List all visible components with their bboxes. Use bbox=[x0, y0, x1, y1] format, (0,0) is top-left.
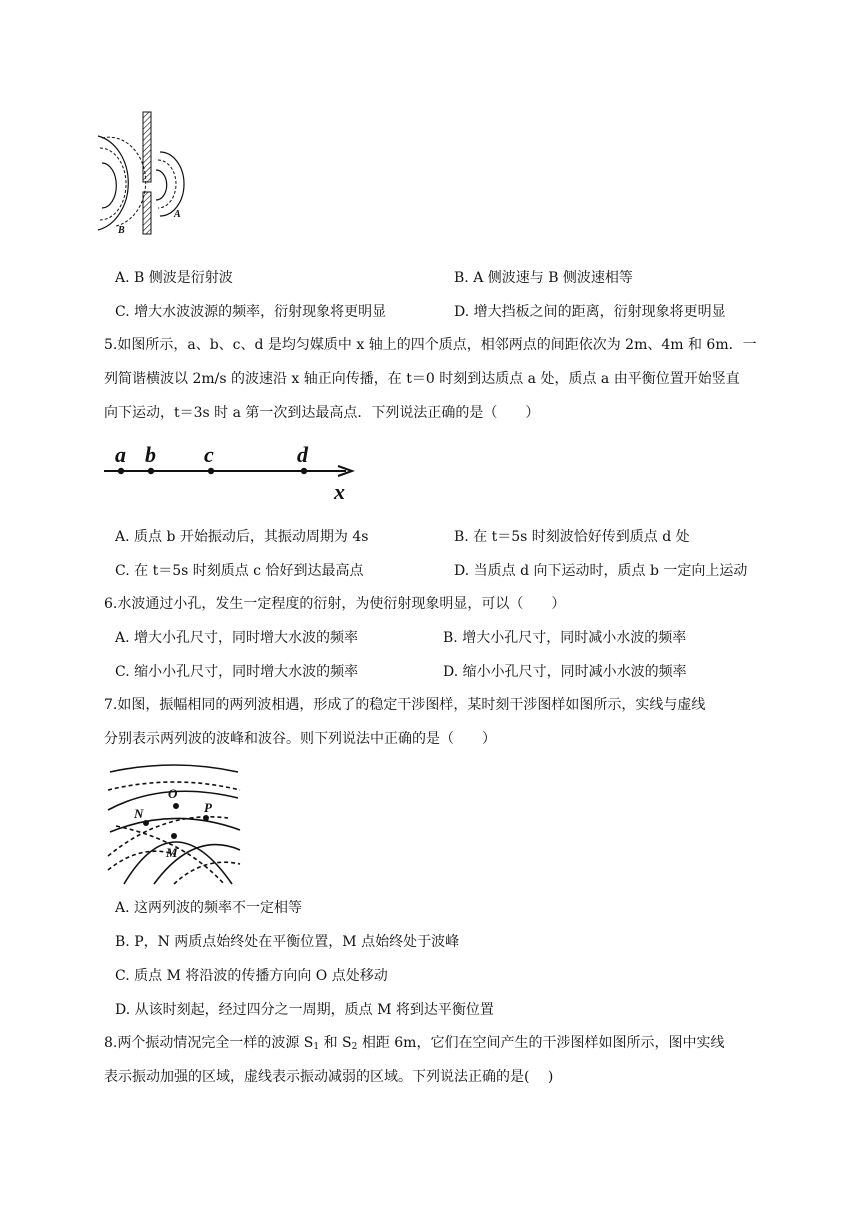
q4-option-d: D. 增大挡板之间的距离，衍射现象将更明显 bbox=[454, 304, 726, 320]
q5-option-c: C. 在 t＝5s 时刻质点 c 恰好到达最高点 bbox=[115, 563, 364, 579]
label-o: O bbox=[168, 786, 178, 801]
q8-stem-line-2: 表示振动加强的区域，虚线表示振动减弱的区域。下列说法正确的是( ) bbox=[104, 1069, 554, 1085]
q7-option-d: D. 从该时刻起，经过四分之一周期，质点 M 将到达平衡位置 bbox=[115, 1002, 494, 1018]
wave-b-3 bbox=[98, 136, 128, 230]
q4-option-c: C. 增大水波波源的频率，衍射现象将更明显 bbox=[115, 304, 387, 320]
wave-b-4 bbox=[102, 137, 146, 226]
q7-option-b: B. P，N 两质点始终处在平衡位置，M 点始终处于波峰 bbox=[115, 934, 460, 950]
interference-figure bbox=[104, 760, 244, 888]
label-m: M bbox=[166, 845, 178, 860]
label-p: P bbox=[204, 800, 212, 815]
point-p bbox=[203, 815, 209, 821]
label-n: N bbox=[134, 806, 144, 821]
crest-arc-1 bbox=[110, 765, 238, 772]
q5-option-a: A. 质点 b 开始振动后，其振动周期为 4s bbox=[115, 529, 369, 545]
q8-sub-2: 2 bbox=[351, 1042, 358, 1052]
q4-option-a: A. B 侧波是衍射波 bbox=[115, 270, 233, 286]
barrier-lower bbox=[143, 192, 151, 234]
q6-option-c: C. 缩小小孔尺寸，同时增大水波的频率 bbox=[115, 664, 359, 680]
q6-option-a: A. 增大小孔尺寸，同时增大水波的频率 bbox=[115, 630, 359, 646]
point-d bbox=[301, 468, 307, 474]
q7-option-c: C. 质点 M 将沿波的传播方向向 O 点处移动 bbox=[115, 968, 388, 984]
q5-stem-line-1: 5.如图所示，a、b、c、d 是均匀媒质中 x 轴上的四个质点，相邻两点的间距依次为 2m、4m 和 6m．一 bbox=[104, 337, 757, 353]
q5-stem-line-2: 列简谐横波以 2m/s 的波速沿 x 轴正向传播，在 t＝0 时刻到达质点 a 处，质点 a 由平衡位置开始竖直 bbox=[104, 371, 740, 387]
label-point-c: c bbox=[204, 442, 214, 467]
diffraction-figure bbox=[96, 108, 196, 238]
q5-option-b: B. 在 t＝5s 时刻波恰好传到质点 d 处 bbox=[454, 529, 690, 545]
wave-a-1 bbox=[156, 170, 167, 200]
q4-option-b: B. A 侧波速与 B 侧波速相等 bbox=[454, 270, 633, 286]
label-x-axis: x bbox=[334, 479, 345, 504]
label-point-d: d bbox=[297, 442, 308, 467]
q8-stem-line-1 bbox=[104, 1033, 724, 1057]
q6-option-d: D. 缩小小孔尺寸，同时减小水波的频率 bbox=[443, 664, 687, 680]
point-c bbox=[208, 468, 214, 474]
q7-option-a: A. 这两列波的频率不一定相等 bbox=[115, 900, 303, 916]
label-point-b: b bbox=[145, 442, 156, 467]
q5-stem-line-3: 向下运动，t＝3s 时 a 第一次到达最高点．下列说法正确的是（ ） bbox=[104, 405, 540, 421]
q7-stem-line-1: 7.如图，振幅相同的两列波相遇，形成了的稳定干涉图样，某时刻干涉图样如图所示，实线与虚线 bbox=[104, 697, 706, 713]
q7-stem-line-2: 分别表示两列波的波峰和波谷。则下列说法中正确的是（ ） bbox=[104, 731, 496, 747]
q8-sub-1: 1 bbox=[313, 1042, 320, 1052]
q5-option-d: D. 当质点 d 向下运动时，质点 b 一定向上运动 bbox=[454, 563, 748, 579]
q8-stem-pre: 8.两个振动情况完全一样的波源 S bbox=[104, 1035, 314, 1051]
point-n bbox=[143, 820, 149, 826]
point-m bbox=[171, 833, 177, 839]
label-point-a: a bbox=[115, 442, 126, 467]
q8-stem-post: 相距 6m，它们在空间产生的干涉图样如图所示，图中实线 bbox=[357, 1035, 725, 1051]
wave-b-1 bbox=[102, 163, 116, 208]
q6-stem: 6.水波通过小孔，发生一定程度的衍射，为使衍射现象明显，可以（ ） bbox=[104, 596, 566, 612]
crest-arc-3 bbox=[110, 818, 240, 832]
label-b: B bbox=[118, 225, 125, 236]
label-a: A bbox=[174, 209, 181, 220]
x-axis-figure bbox=[102, 438, 362, 504]
q6-option-b: B. 增大小孔尺寸，同时减小水波的频率 bbox=[443, 630, 687, 646]
point-o bbox=[173, 803, 179, 809]
point-a bbox=[118, 468, 124, 474]
q8-stem-mid: 和 S bbox=[319, 1035, 352, 1051]
point-b bbox=[148, 468, 154, 474]
